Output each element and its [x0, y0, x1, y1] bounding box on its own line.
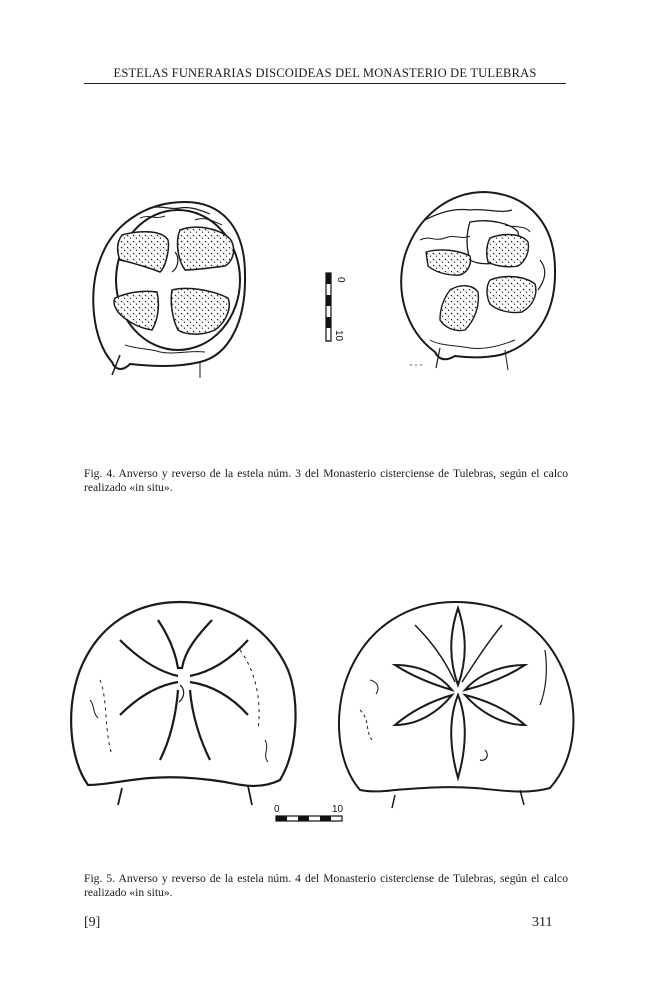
- stele-3-reverse-drawing: [401, 192, 555, 370]
- figure-5-caption: Fig. 5. Anverso y reverso de la estela núm. 4 del Monasterio cisterciense de Tulebras, según el calco realizado «in situ».: [84, 872, 568, 899]
- scale-bar-fig5: [276, 816, 342, 821]
- scale-label-ten-fig5: 10: [332, 804, 344, 815]
- folio-left: [9]: [84, 915, 101, 930]
- figure-4-caption: Fig. 4. Anverso y reverso de la estela núm. 3 del Monasterio cisterciense de Tulebras, según el calco realizado «in situ».: [84, 467, 568, 494]
- scale-label-zero-fig4: 0: [335, 277, 346, 283]
- header-rule: [84, 83, 566, 84]
- scale-bar-fig4: [326, 273, 331, 341]
- figure-5: [0, 590, 645, 840]
- stele-3-obverse-drawing: [93, 202, 245, 378]
- stele-4-reverse-drawing: [339, 602, 573, 808]
- page-number: 311: [532, 915, 553, 930]
- stele-4-obverse-drawing: [71, 602, 295, 805]
- figure-4: [0, 180, 645, 390]
- scale-label-ten-fig4: 10: [333, 330, 344, 342]
- scale-label-zero-fig5: 0: [274, 804, 280, 815]
- running-header: ESTELAS FUNERARIAS DISCOIDEAS DEL MONASTERIO DE TULEBRAS: [113, 66, 537, 80]
